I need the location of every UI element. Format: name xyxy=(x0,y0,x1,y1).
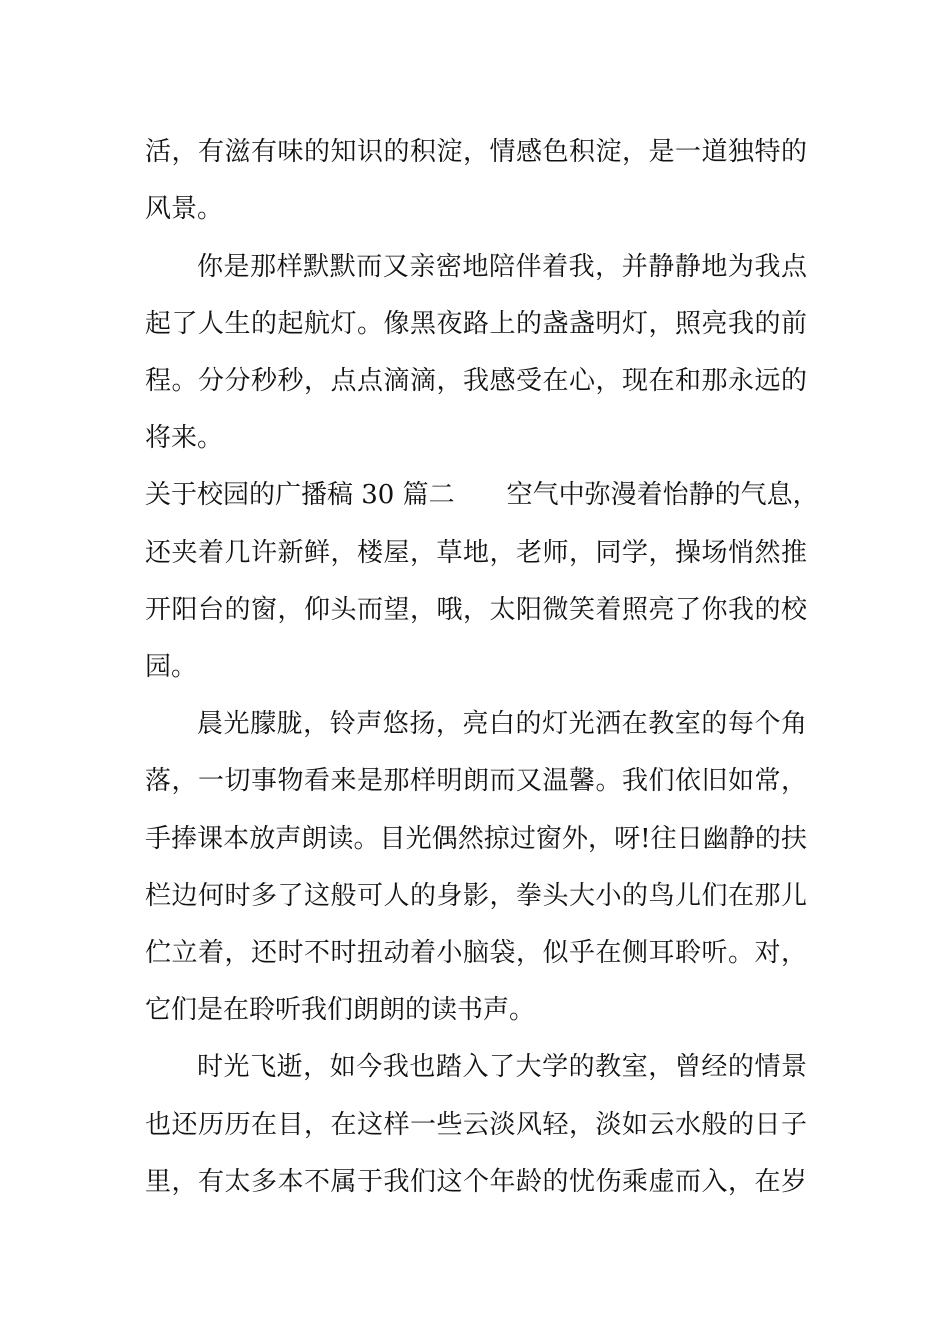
text-line: 栏边何时多了这般可人的身影，拳头大小的鸟儿们在那儿 xyxy=(145,881,807,911)
text-line: 你是那样默默而又亲密地陪伴着我，并静静地为我点 xyxy=(197,252,807,282)
text-line: 活，有滋有味的知识的积淀，情感色积淀，是一道独特的 xyxy=(145,137,807,167)
text-line: 时光飞逝，如今我也踏入了大学的教室，曾经的情景 xyxy=(197,1052,807,1082)
text-line: 晨光朦胧，铃声悠扬，亮白的灯光洒在教室的每个角 xyxy=(197,709,807,739)
text-line: 风景。 xyxy=(145,194,224,224)
text-line: 它们是在聆听我们朗朗的读书声。 xyxy=(145,995,536,1025)
text-line: 伫立着，还时不时扭动着小脑袋，似乎在侧耳聆听。对， xyxy=(145,938,807,968)
text-line: 还夹着几许新鲜，楼屋，草地，老师，同学，操场悄然推 xyxy=(145,538,807,568)
text-line: 将来。 xyxy=(145,423,224,453)
text-line: 落，一切事物看来是那样明朗而又温馨。我们依旧如常， xyxy=(145,766,807,796)
text-line: 开阳台的窗，仰头而望，哦，太阳微笑着照亮了你我的校 xyxy=(145,595,807,625)
text-line: 手捧课本放声朗读。目光偶然掠过窗外，呀!往日幽静的扶 xyxy=(145,824,807,854)
text-line: 里，有太多本不属于我们这个年龄的忧伤乘虚而入，在岁 xyxy=(145,1167,807,1197)
text-line: 园。 xyxy=(145,652,198,682)
text-line: 起了人生的起航灯。像黑夜路上的盏盏明灯，照亮我的前 xyxy=(145,309,807,339)
section-heading-line: 关于校园的广播稿 30 篇二 空气中弥漫着怡静的气息， xyxy=(145,480,819,510)
text-line: 程。分分秒秒，点点滴滴，我感受在心，现在和那永远的 xyxy=(145,366,807,396)
text-line: 也还历历在目，在这样一些云淡风轻，淡如云水般的日子 xyxy=(145,1110,807,1140)
